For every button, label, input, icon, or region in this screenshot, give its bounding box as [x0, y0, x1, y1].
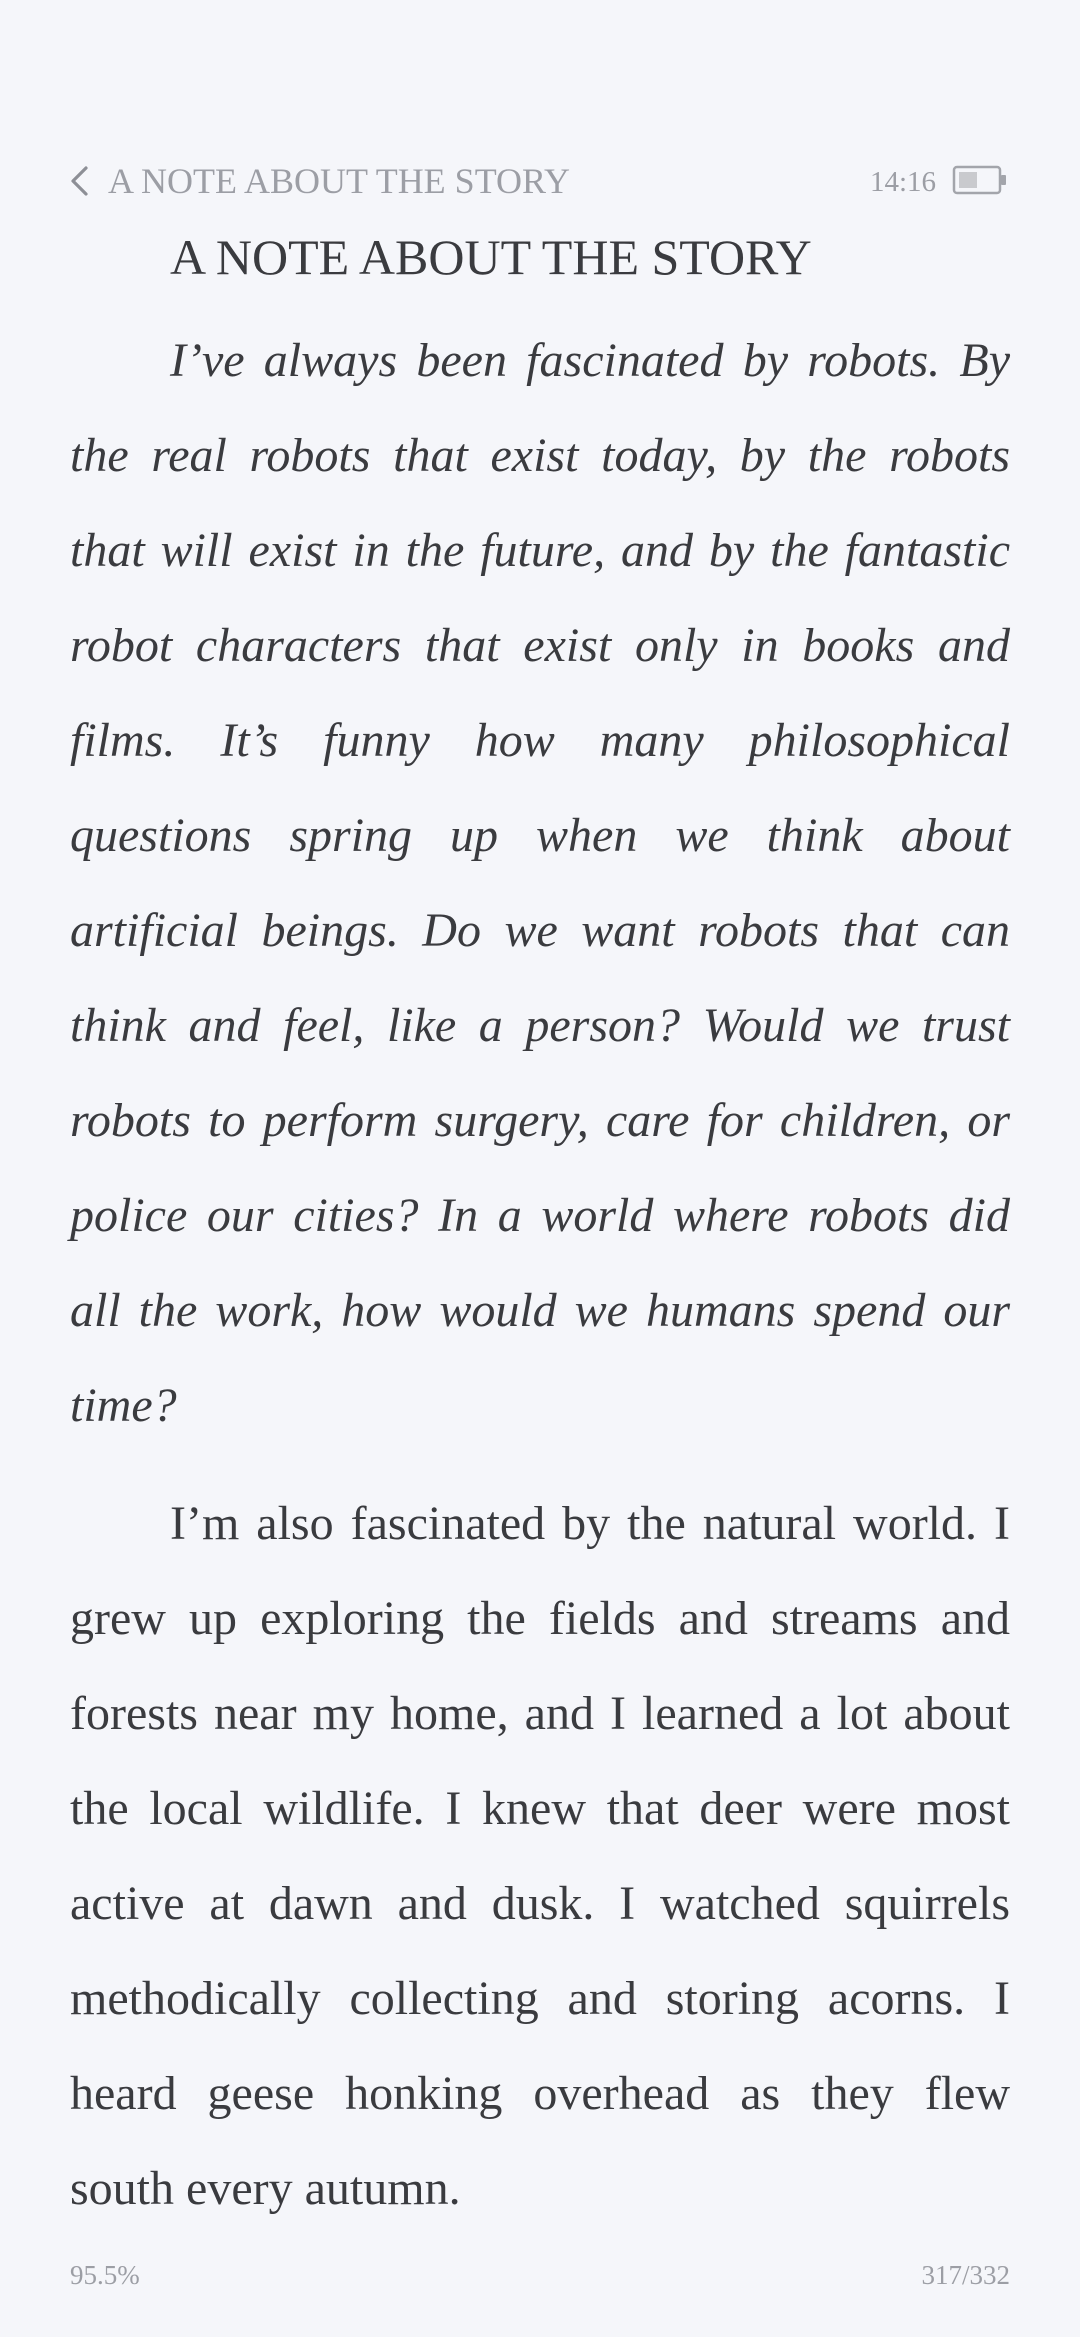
chevron-left-icon[interactable] [68, 164, 92, 198]
reader-top-bar [0, 150, 1080, 212]
clock-time: 14:16 [869, 166, 936, 198]
page-counter: 317/332 [921, 2260, 1010, 2290]
reading-progress: 95.5% [70, 2260, 140, 2290]
paragraph-1: I’ve always been fascinated by robots. By the real robots that exist today, by the robots that will exist in the future, and by the fantastic robot characters that exist only in books and films. It’s funny how many philosophical questions spring up when we think about artificial beings. Do we want robots that can think and feel, like a person? Would we trust robots to perform surgery, care for children, or police our cities? In a world where robots did all the work, how would we humans spend our time? [70, 334, 1010, 1432]
battery-icon [952, 164, 1008, 196]
book-section-title[interactable]: A NOTE ABOUT THE STORY [108, 161, 571, 201]
paragraph-2: I’m also fascinated by the natural world. I grew up exploring the fields and streams and forests near my home, and I learned a lot about the local wildlife. I knew that deer were most active at dawn and dusk. I watched squirrels methodically collecting and storing acorns. I heard geese honking overhead as they flew south every autumn. [70, 1497, 1010, 2215]
chapter-title: A NOTE ABOUT THE STORY [170, 229, 812, 285]
